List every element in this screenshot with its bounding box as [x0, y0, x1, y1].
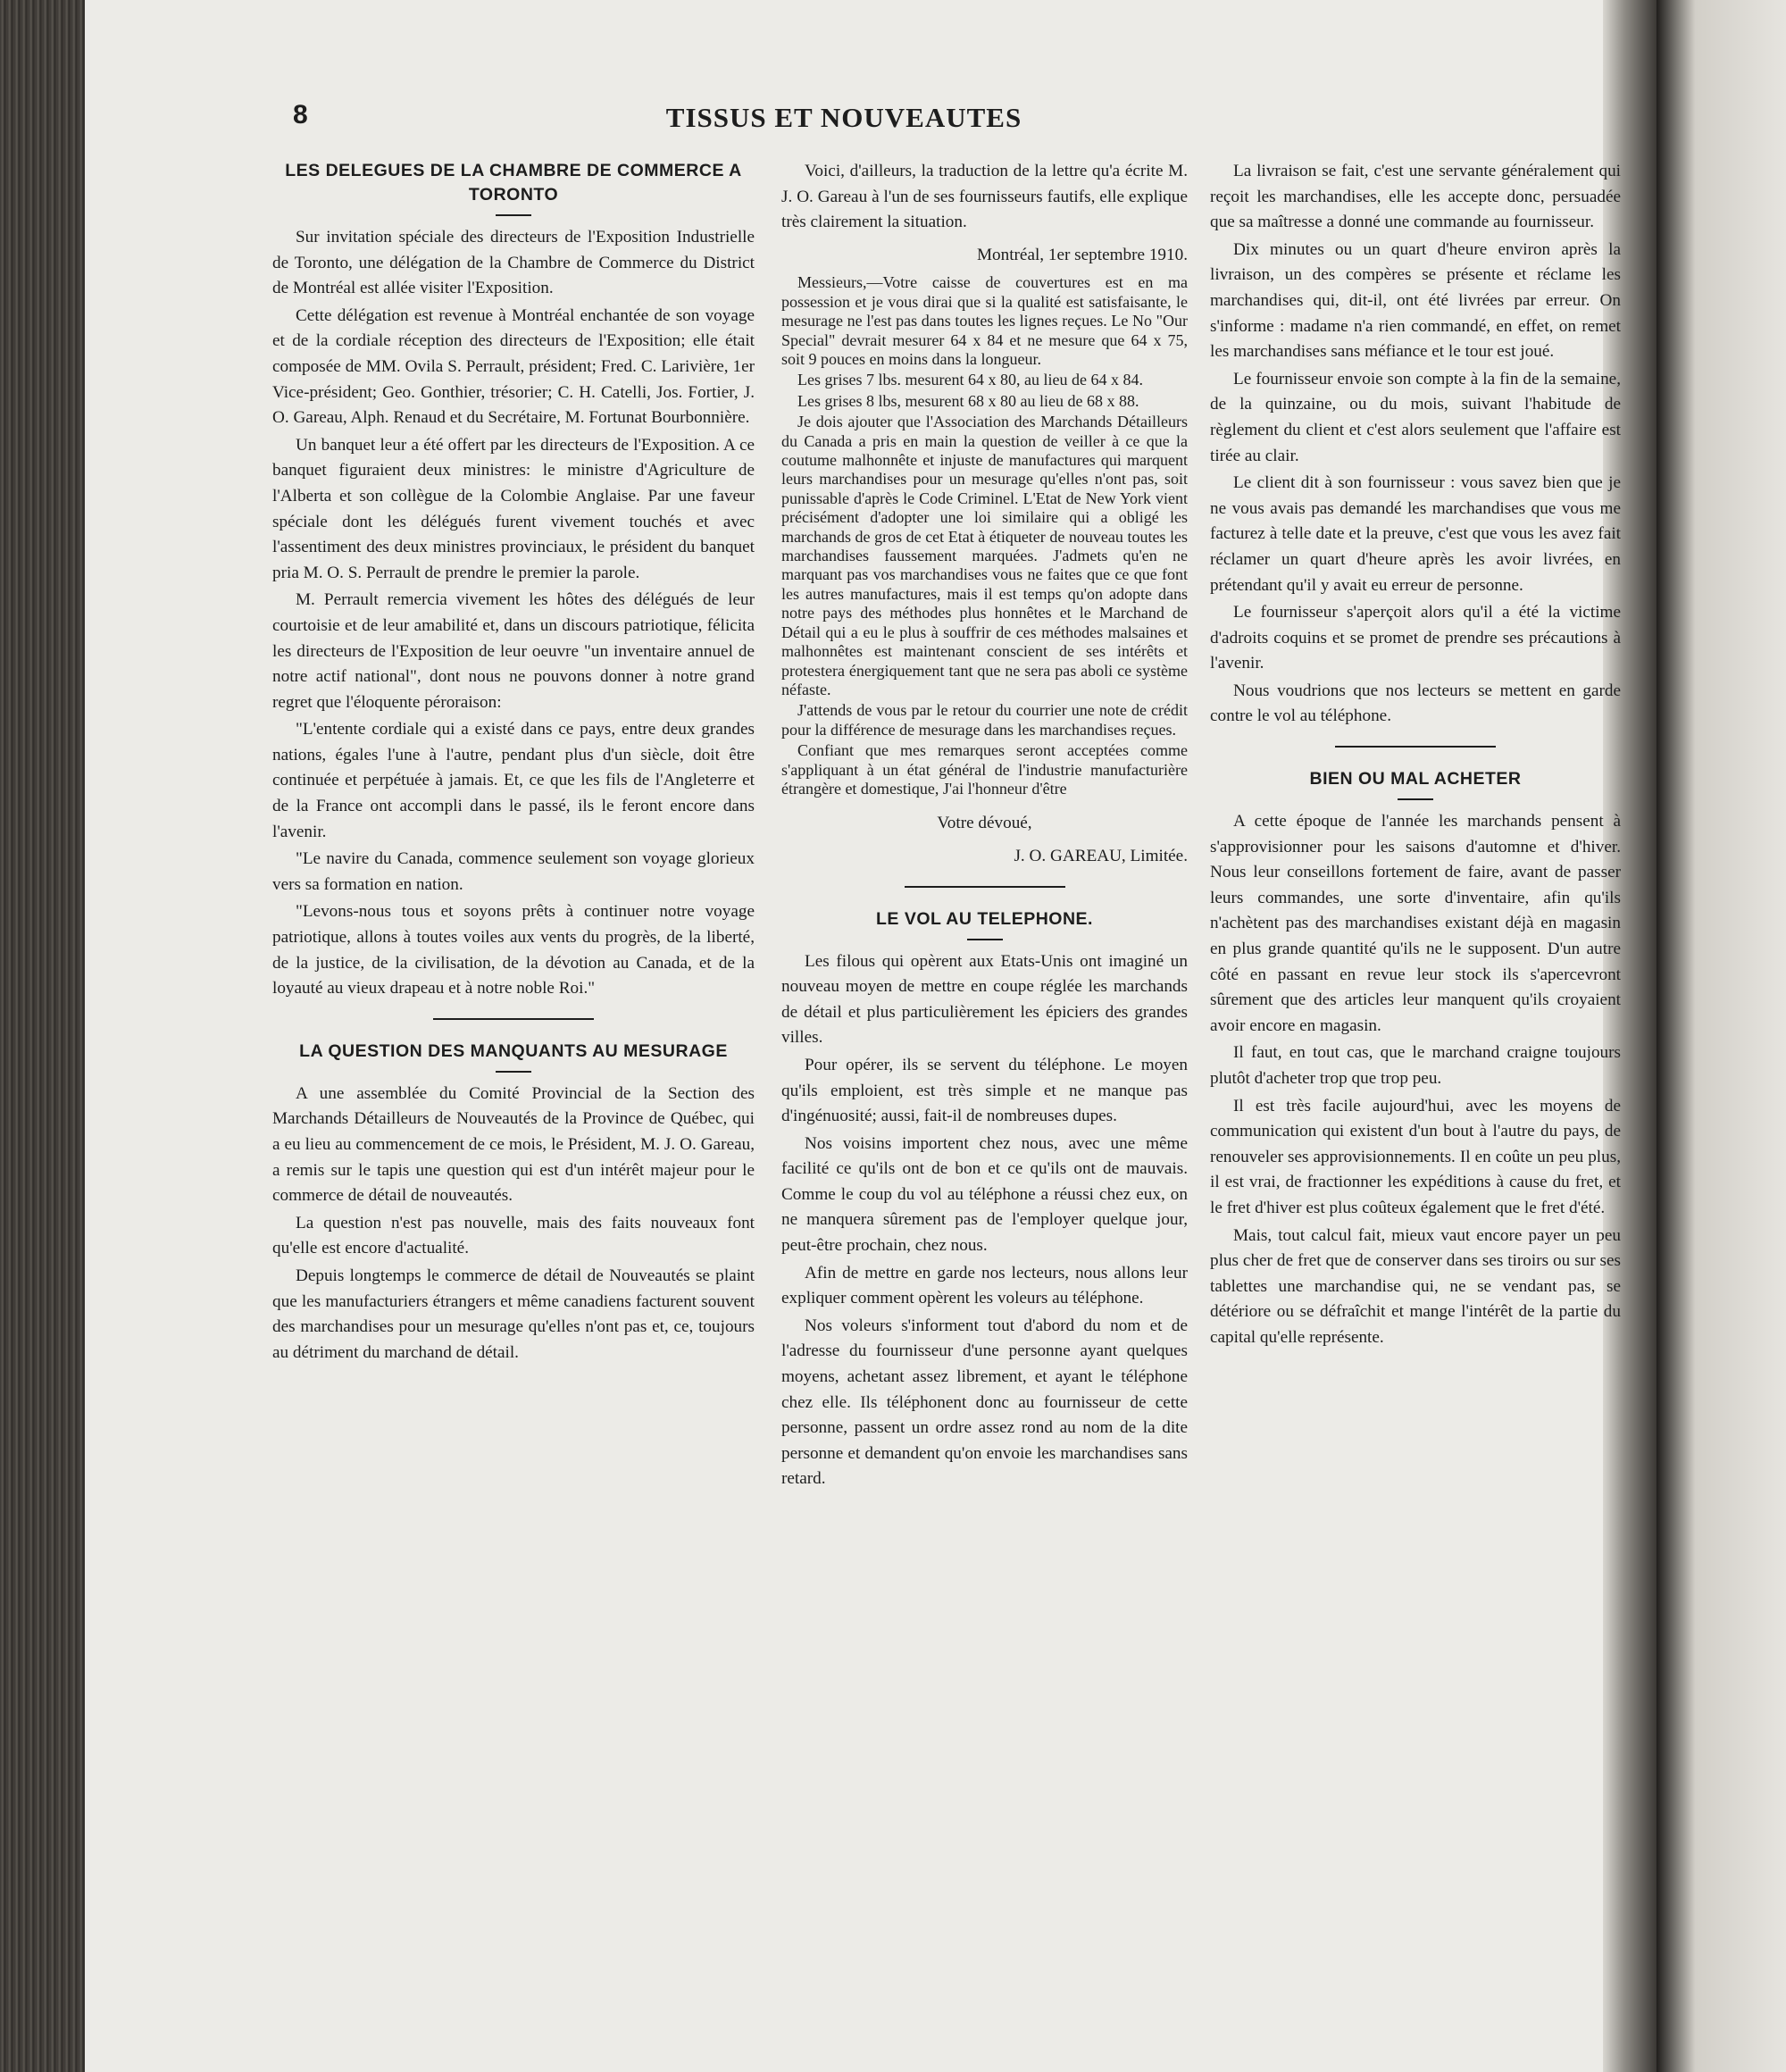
paragraph: Nous voudrions que nos lecteurs se mettent en garde contre le vol au téléphone. — [1210, 681, 1621, 726]
paragraph: A cette époque de l'année les marchands pensent à s'approvisionner pour les saisons d'automne et d'hiver. Nous leur conseillons fortement de faire, avant de passer leurs commandes, une sorte d'inventaire, afin qu'ils n'achètent pas des marchandises existant déjà en magasin en plus grande quantité qu'ils ne le supposent. D'un autre côté en passant en revue leur stock ils s'apercevront sûrement que des articles leur manquent qu'ils croyaient avoir encore en magasin. — [1210, 812, 1621, 1035]
paragraph: Les filous qui opèrent aux Etats-Unis ont imaginé un nouveau moyen de mettre en coupe réglée les marchands de détail et plus particulièrement les épiciers des grandes villes. — [781, 951, 1188, 1048]
letter-paragraph: Confiant que mes remarques seront acceptées comme s'appliquant à un état général de l'industrie manufacturière étrangère et domestique, J'ai l'honneur d'être — [781, 741, 1188, 798]
section-divider — [433, 1018, 594, 1020]
paragraph: La question n'est pas nouvelle, mais des faits nouveaux font qu'elle est encore d'actualité. — [272, 1213, 755, 1258]
paragraph: Un banquet leur a été offert par les directeurs de l'Exposition. A ce banquet figuraient deux ministres: le ministre d'Agriculture de l'Alberta et son collègue de la Colombie Anglaise. Par une faveur spéciale dont les délégués furent vivement touchés et avec l'assentiment des deux ministres provinciaux, le président du banquet pria M. O. S. Perrault de prendre le premier la parole. — [272, 435, 755, 582]
adjacent-page-edge — [1657, 0, 1786, 2072]
paragraph: Dix minutes ou un quart d'heure environ après la livraison, un des compères se présente et réclame les marchandises qui, dit-il, ont été livrées par erreur. On s'informe : madame n'a rien commandé, en effet, on remet les marchandises sans méfiance et le tour est joué. — [1210, 239, 1621, 362]
paragraph: Nos voisins importent chez nous, avec une même facilité ce qu'ils ont de bon et ce qu'ils ont de mauvais. Comme le coup du vol au téléphone a réussi chez eux, on ne manquera sûrement pas de l'employer quelque jour, peut-être prochain, chez nous. — [781, 1133, 1188, 1256]
short-divider — [1398, 798, 1433, 800]
letter-paragraph: Les grises 8 lbs, mesurent 68 x 80 au lieu de 68 x 88. — [797, 391, 1139, 410]
paragraph: "L'entente cordiale qui a existé dans ce pays, entre deux grandes nations, égales l'une à l'autre, pendant plus d'un siècle, doit être continuée et perpétuée à jamais. Et, ce que les fils de l'Angleterre et de la France ont accompli dans le passé, ils le feront encore dans l'avenir. — [272, 720, 755, 841]
letter-paragraph: Messieurs,—Votre caisse de couvertures est en ma possession et je vous dirai que si la qualité est satisfaisante, le mesurage ne l'est pas dans toutes les lignes reçues. Le No "Our Special" devrait mesurer 64 x 84 et ne mesure que 64 x 75, soit 9 pouces en moins dans la longueur. — [781, 273, 1188, 368]
page-header — [85, 100, 1603, 136]
letter-dateline: Montréal, 1er septembre 1910. — [976, 245, 1188, 264]
column-2 — [781, 159, 1188, 1494]
letter-paragraph: Je dois ajouter que l'Association des Marchands Détailleurs du Canada a pris en main la question de veiller à ce que la coutume malhonnête et injuste de manufactures qui marquent leurs marchandises pour un mesurage qu'elles n'ont pas, soit punissable d'après le Code Criminel. L'Etat de New York vient précisément d'adopter une loi similaire qui a obligé les marchands de gros de cet Etat à étiqueter de nouveau toutes les marchandises faussement marquées. J'admets qu'en ne marquant pas vos marchandises vous ne faites que ce que font les autres manufactures, mais il est temps qu'on adopte dans notre pays des méthodes plus honnêtes et le Marchand de Détail qui a eu le plus à souffrir de ces méthodes malsaines et malhonnêtes est maintenant conscient de ses intérêts et protestera énergiquement tant que ne sera pas aboli ce système néfaste. — [781, 413, 1188, 698]
short-divider — [496, 1071, 531, 1073]
paragraph: Sur invitation spéciale des directeurs de l'Exposition Industrielle de Toronto, une délégation de la Chambre de Commerce du District de Montréal est allée visiter l'Exposition. — [272, 228, 755, 298]
article-title-acheter: BIEN OU MAL ACHETER — [1309, 769, 1522, 790]
paragraph: "Levons-nous tous et soyons prêts à continuer notre voyage patriotique, allons à toutes voiles aux vents du progrès, de la liberté, de la justice, de la civilisation, de la dévotion au Canada, et de la loyauté au vieux drapeau et à notre noble Roi." — [272, 902, 755, 998]
paragraph: Le client dit à son fournisseur : vous savez bien que je ne vous avais pas demandé les marchandises que vous me facturez à telle date et la preuve, c'est que vous les avez fait réclamer un quart d'heure après les avoir livrées, en prétendant qu'il y avait eu erreur de personne. — [1210, 473, 1621, 595]
paragraph: Mais, tout calcul fait, mieux vaut encore payer un peu plus cher de fret que de conserver dans ses tiroirs ou sur ses tablettes une marchandise qui, ne se vendant pas, se détériore ou se défraîchit et mange l'intérêt de la partie du capital qu'elle représente. — [1210, 1225, 1621, 1347]
section-divider — [905, 886, 1065, 888]
publication-title: TISSUS ET NOUVEAUTES — [665, 102, 1022, 133]
paragraph: Voici, d'ailleurs, la traduction de la lettre qu'a écrite M. J. O. Gareau à l'un de ses fournisseurs fautifs, elle explique très clairement la situation. — [781, 162, 1188, 232]
paragraph: Il est très facile aujourd'hui, avec les moyens de communication qui existent d'un bout à l'autre du pays, de renouveler ses approvisionnements. Il en coûte un peu plus, il est vrai, de fractionner les expéditions à cause du fret, et le fret d'hiver est plus coûteux également que le fret d'été. — [1210, 1096, 1621, 1217]
article-title-manquants: LA QUESTION DES MANQUANTS AU MESURAGE — [299, 1040, 728, 1061]
section-divider — [1335, 746, 1496, 748]
column-3 — [1210, 159, 1621, 1353]
paragraph: Pour opérer, ils se servent du téléphone. Le moyen qu'ils emploient, est très simple et ne manque pas d'ingénuosité; aussi, fait-il de nombreuses dupes. — [781, 1055, 1188, 1126]
paragraph: Nos voleurs s'informent tout d'abord du nom et de l'adresse du fournisseur d'une personne ayant quelques moyens, achetant assez librement, et ayant le téléphone chez elle. Ils téléphonent donc au fournisseur de cette personne, passent un ordre assez rond au nom de la dite personne et demandent qu'on envoie les marchandises sans retard. — [781, 1316, 1188, 1489]
short-divider — [496, 214, 531, 216]
paragraph: Afin de mettre en garde nos lecteurs, nous allons leur expliquer comment opèrent les voleurs au téléphone. — [781, 1263, 1188, 1308]
short-divider — [967, 939, 1003, 940]
letter-paragraph: Les grises 7 lbs. mesurent 64 x 80, au lieu de 64 x 84. — [797, 371, 1143, 389]
paragraph: Le fournisseur envoie son compte à la fin de la semaine, de la quinzaine, ou du mois, suivant l'habitude de règlement du client et c'est alors seulement que l'affaire est tirée au clair. — [1210, 369, 1621, 465]
paragraph: "Le navire du Canada, commence seulement son voyage glorieux vers sa formation en nation. — [272, 849, 755, 894]
column-1 — [272, 159, 755, 1367]
page-number: 8 — [293, 100, 308, 130]
letter-body — [781, 273, 1188, 798]
paragraph: Le fournisseur s'aperçoit alors qu'il a été la victime d'adroits coquins et se promet de prendre ses précautions à l'avenir. — [1210, 603, 1621, 673]
article-title-delegues: LES DELEGUES DE LA CHAMBRE DE COMMERCE A TORONTO — [285, 161, 742, 205]
paragraph: Cette délégation est revenue à Montréal enchantée de son voyage et de la cordiale réception des directeurs de l'Exposition; elle était composée de MM. Ovila S. Perrault, président; Fred. C. Larivière, 1er Vice-président; Geo. Gonthier, trésorier; C. H. Catelli, Jos. Fortier, J. O. Gareau, Alph. Renaud et du Secrétaire, M. Fortunat Bourbonnière. — [272, 305, 755, 428]
paragraph: La livraison se fait, c'est une servante généralement qui reçoit les marchandises, elle les accepte donc, persuadée que sa maîtresse a donné une commande au fournisseur. — [1210, 162, 1621, 232]
paragraph: A une assemblée du Comité Provincial de la Section des Marchands Détailleurs de Nouveautés de la Province de Québec, qui a eu lieu au commencement de ce mois, le Président, M. J. O. Gareau, a remis sur le tapis une question qui est d'un intérêt majeur pour le commerce de détail de nouveautés. — [272, 1083, 755, 1206]
article-title-vol: LE VOL AU TELEPHONE. — [876, 908, 1093, 929]
letter-closing: Votre dévoué, — [937, 814, 1032, 833]
paragraph: M. Perrault remercia vivement les hôtes des délégués de leur courtoisie et de leur amabilité et, dans un discours patriotique, félicita les directeurs de l'Exposition de leur oeuvre "un inventaire annuel de notre actif national", dont nous ne pouvons donner à notre grand regret que l'éloquente péroraison: — [272, 590, 755, 712]
paragraph: Depuis longtemps le commerce de détail de Nouveautés se plaint que les manufacturiers étrangers et même canadiens facturent souvent des marchandises pour un mesurage qu'elles n'ont pas et, ce, toujours au détriment du marchand de détail. — [272, 1266, 755, 1362]
book-edge — [0, 0, 85, 2072]
letter-paragraph: J'attends de vous par le retour du courrier une note de crédit pour la différence de mesurage dans les marchandises reçues. — [781, 701, 1188, 739]
paragraph: Il faut, en tout cas, que le marchand craigne toujours plutôt d'acheter trop que trop peu. — [1210, 1043, 1621, 1088]
letter-signature: J. O. GAREAU, Limitée. — [1014, 846, 1188, 865]
newspaper-page — [85, 0, 1621, 2072]
